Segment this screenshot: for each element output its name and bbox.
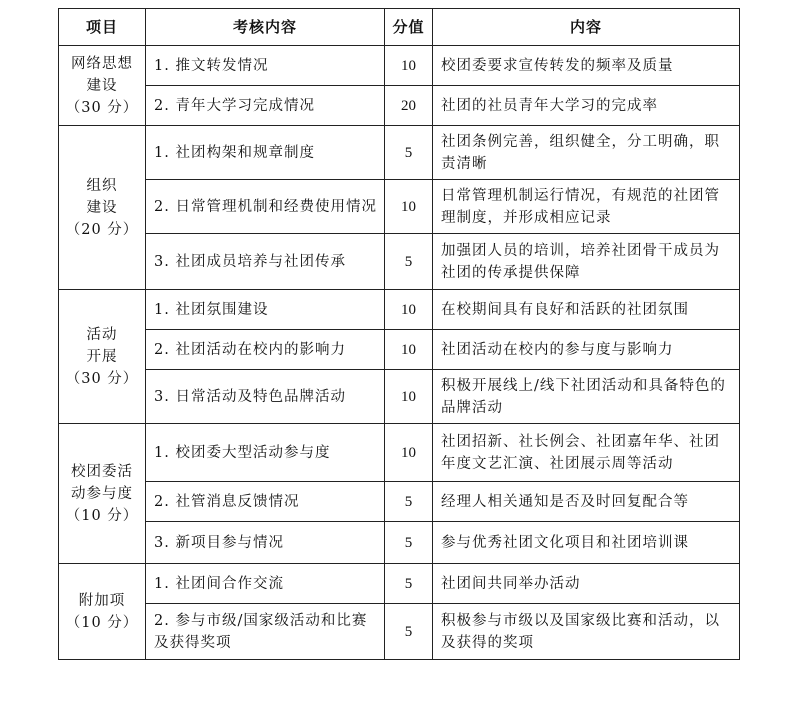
assessment-item-cell: 1. 社团氛围建设 (146, 290, 385, 330)
table-row (59, 86, 740, 126)
category-label-line: 校团委活 (71, 463, 133, 480)
header-item: 考核内容 (146, 9, 385, 46)
assessment-item-cell: 2. 社团活动在校内的影响力 (146, 330, 385, 370)
category-label-line: （10 分） (65, 507, 139, 524)
category-label-line: 组织 (86, 177, 118, 194)
table-row (59, 370, 740, 424)
category-label-line: 活动 (86, 326, 118, 343)
assessment-item-cell: 1. 校团委大型活动参与度 (146, 424, 385, 482)
content-cell: 社团条例完善，组织健全，分工明确，职责清晰 (433, 126, 740, 180)
category-label-line: （10 分） (65, 614, 139, 631)
category-label-line: （30 分） (65, 370, 139, 387)
category-label-line: 附加项 (78, 592, 126, 609)
header-score: 分值 (385, 9, 433, 46)
table-row (59, 330, 740, 370)
table-row (59, 522, 740, 564)
score-cell: 5 (385, 604, 433, 660)
table-row (59, 234, 740, 290)
assessment-item-cell: 2. 参与市级/国家级活动和比赛及获得奖项 (146, 604, 385, 660)
content-cell: 日常管理机制运行情况，有规范的社团管理制度，并形成相应记录 (433, 180, 740, 234)
score-cell: 10 (385, 46, 433, 86)
header-content: 内容 (433, 9, 740, 46)
assessment-item-cell: 2. 社管消息反馈情况 (146, 482, 385, 522)
category-cell (59, 126, 146, 290)
page (58, 8, 740, 660)
content-cell: 社团的社员青年大学习的完成率 (433, 86, 740, 126)
score-cell: 10 (385, 424, 433, 482)
category-label-line: 建设 (86, 77, 118, 94)
table-row (59, 126, 740, 180)
assessment-item-cell: 1. 推文转发情况 (146, 46, 385, 86)
category-cell (59, 424, 146, 564)
content-cell: 社团活动在校内的参与度与影响力 (433, 330, 740, 370)
category-label-line: （20 分） (65, 221, 139, 238)
content-cell: 积极开展线上/线下社团活动和具备特色的品牌活动 (433, 370, 740, 424)
evaluation-table (58, 8, 740, 660)
content-cell: 参与优秀社团文化项目和社团培训课 (433, 522, 740, 564)
table-row (59, 482, 740, 522)
score-cell: 10 (385, 330, 433, 370)
assessment-item-cell: 3. 日常活动及特色品牌活动 (146, 370, 385, 424)
score-cell: 5 (385, 126, 433, 180)
score-cell: 20 (385, 86, 433, 126)
content-cell: 经理人相关通知是否及时回复配合等 (433, 482, 740, 522)
assessment-item-cell: 2. 日常管理机制和经费使用情况 (146, 180, 385, 234)
content-cell: 社团招新、社长例会、社团嘉年华、社团年度文艺汇演、社团展示周等活动 (433, 424, 740, 482)
table-row (59, 424, 740, 482)
score-cell: 10 (385, 180, 433, 234)
score-cell: 5 (385, 234, 433, 290)
category-cell (59, 564, 146, 660)
table-body (59, 46, 740, 660)
table-row (59, 46, 740, 86)
category-label-line: 开展 (86, 348, 118, 365)
category-label-line: 建设 (86, 199, 118, 216)
score-cell: 5 (385, 564, 433, 604)
category-label-line: 动参与度 (71, 485, 133, 502)
table-row (59, 180, 740, 234)
category-cell (59, 46, 146, 126)
table-row (59, 564, 740, 604)
assessment-item-cell: 3. 社团成员培养与社团传承 (146, 234, 385, 290)
assessment-item-cell: 2. 青年大学习完成情况 (146, 86, 385, 126)
assessment-item-cell: 1. 社团构架和规章制度 (146, 126, 385, 180)
score-cell: 10 (385, 290, 433, 330)
table-row (59, 290, 740, 330)
score-cell: 5 (385, 482, 433, 522)
score-cell: 5 (385, 522, 433, 564)
content-cell: 在校期间具有良好和活跃的社团氛围 (433, 290, 740, 330)
content-cell: 加强团人员的培训，培养社团骨干成员为社团的传承提供保障 (433, 234, 740, 290)
header-category: 项目 (59, 9, 146, 46)
assessment-item-cell: 1. 社团间合作交流 (146, 564, 385, 604)
content-cell: 校团委要求宣传转发的频率及质量 (433, 46, 740, 86)
category-cell (59, 290, 146, 424)
category-label-line: 网络思想 (71, 55, 133, 72)
category-label-line: （30 分） (65, 99, 139, 116)
content-cell: 社团间共同举办活动 (433, 564, 740, 604)
assessment-item-cell: 3. 新项目参与情况 (146, 522, 385, 564)
table-row (59, 604, 740, 660)
header-row (59, 9, 740, 46)
content-cell: 积极参与市级以及国家级比赛和活动，以及获得的奖项 (433, 604, 740, 660)
score-cell: 10 (385, 370, 433, 424)
